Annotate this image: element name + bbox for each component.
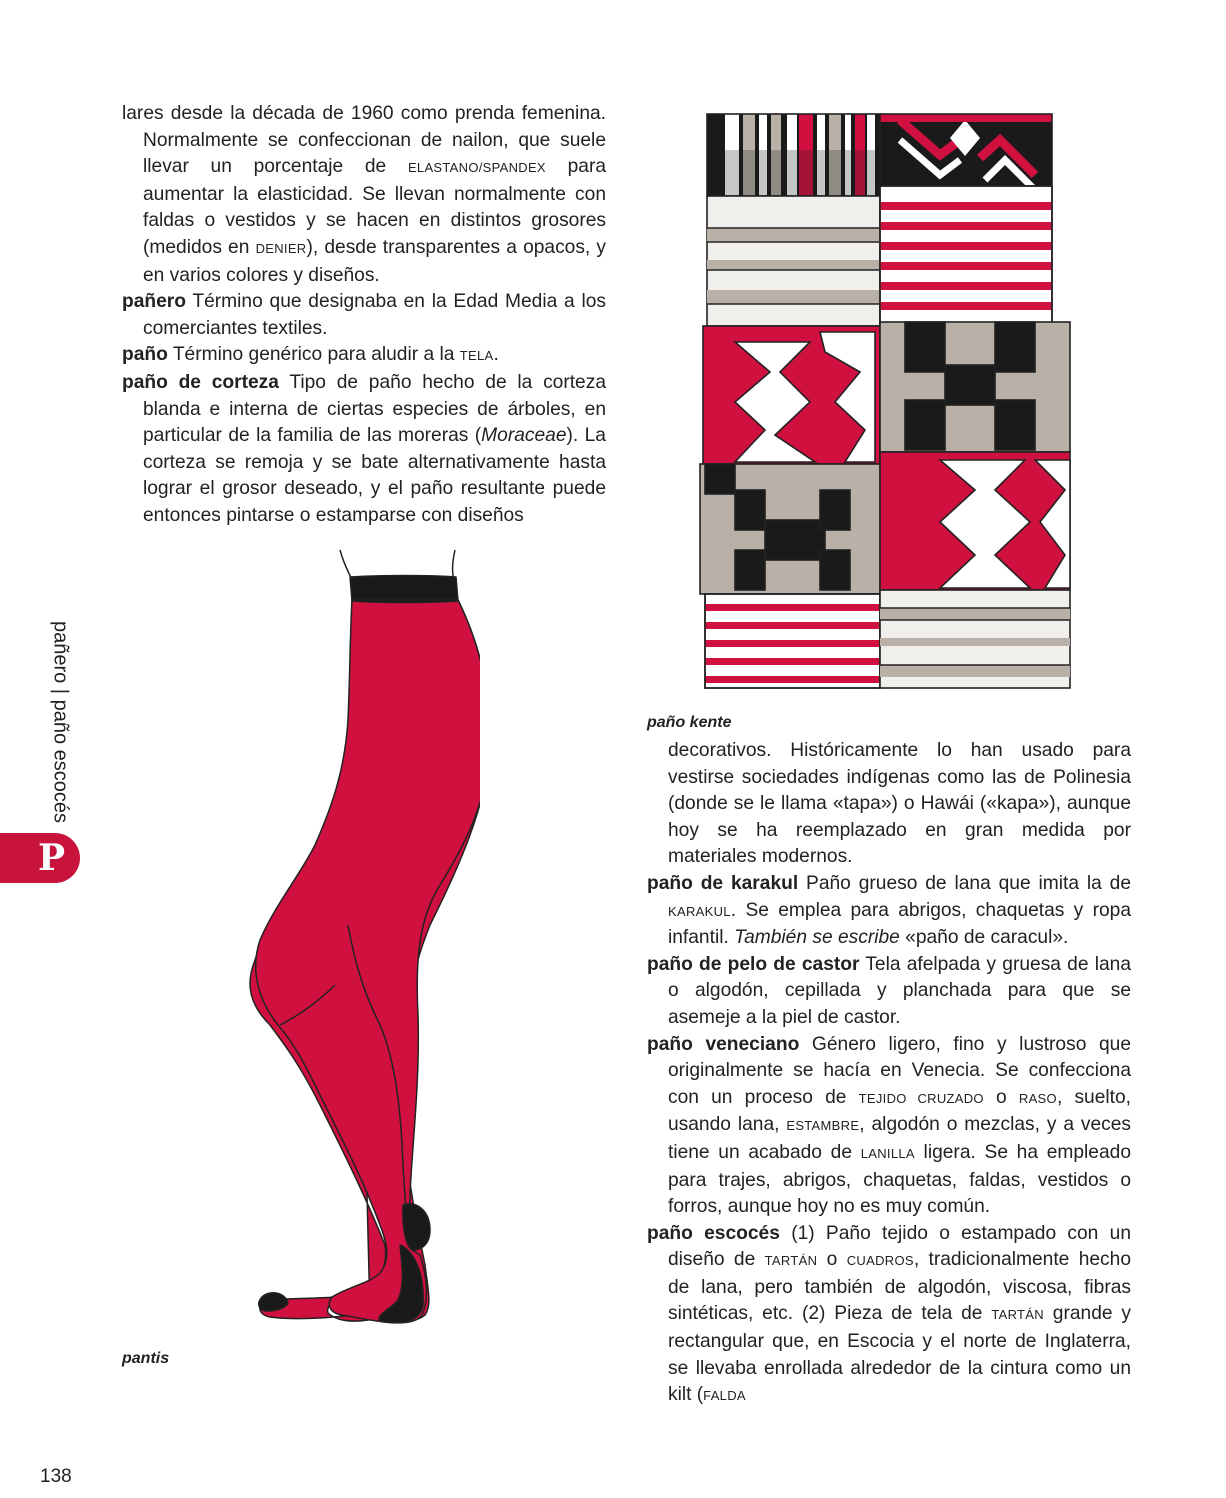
running-head: pañero | paño escocés [49, 620, 72, 824]
headword: paño veneciano [647, 1033, 800, 1055]
heel-reinforcement [403, 1204, 430, 1250]
entry-pano-de-corteza-continued: decorativos. Históricamente lo han usado para vestirse sociedades indígenas como las de Polinesia (donde se le llama «tapa») o Hawái («kapa»), aunque hoy se ha reemplazado en gran medida por materiales modernos. [668, 740, 1131, 868]
pantis-caption: pantis [122, 1350, 170, 1367]
section-letter: P [38, 837, 66, 879]
entry-pano-veneciano: paño veneciano Género ligero, fino y lustroso que originalmente se hacía en Venecia. Se confecciona con un proceso de TEJIDO CRUZADO o RASO, suelto, usando lana, ESTAMBRE, algodón o mezclas, y a veces tiene un acabado de LANILLA ligera. Se ha empleado para trajes, abrigos, chaquetas, faldas, vestidos o forros, aunque hoy no es muy común. [647, 1033, 1132, 1218]
kente-chevron-block [880, 114, 1052, 190]
page-number: 138 [40, 1466, 72, 1487]
kente-red-stripes-block-2 [705, 594, 880, 688]
entry-pano-de-corteza: paño de corteza Tipo de paño hecho de la corteza blanda e interna de ciertas especies de árboles, en particular de la familia de las moreras (Moraceae). La corteza se remoja y se bate alternativamente hasta lograr el grosor deseado, y el paño resultante puede entonces pintarse o estamparse con diseños [122, 371, 606, 526]
kente-red-stripes-block [880, 186, 1052, 326]
entry-pantis-continued: lares desde la década de 1960 como prenda femenina. Normalmente se confeccionan de nailon, que suele llevar un porcentaje de ELASTANO/SPANDEX para aumentar la elasticidad. Se llevan normalmente con faldas o vestidos y se hacen en distintos grosores (medidos en DENIER), desde transparentes a opacos, y en varios colores y diseños. [122, 103, 607, 286]
headword: paño de pelo de castor [647, 953, 860, 975]
kente-stripes-block [707, 114, 880, 196]
headword: paño de karakul [647, 872, 799, 894]
entry-pano-de-karakul: paño de karakul Paño grueso de lana que imita la de KARAKUL. Se emplea para abrigos, chaquetas y ropa infantil. También se escribe «paño de caracul». [647, 872, 1132, 949]
headword: paño escocés [647, 1222, 780, 1244]
kente-horizontal-bands-block-2 [880, 590, 1070, 688]
entry-pano: paño Término genérico para aludir a la TELA. [122, 344, 499, 366]
headword: paño [122, 344, 168, 366]
entry-pano-de-pelo-de-castor: paño de pelo de castor Tela afelpada y gruesa de lana o algodón, cepillada y planchada para que se asemeje a la piel de castor. [647, 953, 1131, 1028]
right-text-column [647, 738, 1131, 1410]
headword: pañero [122, 291, 186, 313]
kente-zigzag-block [703, 326, 880, 464]
headword: paño de corteza [122, 371, 279, 393]
pantis-illustration [240, 545, 480, 1335]
kente-caption: paño kente [647, 714, 732, 731]
kente-cloth-illustration [695, 110, 1080, 692]
left-text-column [122, 101, 606, 530]
entry-panero: pañero Término que designaba en la Edad Media a los comerciantes textiles. [122, 291, 606, 339]
entry-pano-escoces: paño escocés (1) Paño tejido o estampado con un diseño de TARTÁN o CUADROS, tradicionalmente hecho de lana, pero también de algodón, viscosa, fibras sintéticas, etc. (2) Pieza de tela de TARTÁN grande y rectangular que, en Escocia y el norte de Inglaterra, se llevaba enrollada alrededor de la cintura como un kilt (FALDA [647, 1222, 1131, 1406]
kente-horizontal-bands-block [707, 196, 880, 326]
kente-cross-block-2 [700, 464, 880, 594]
kente-zigzag-block-2 [880, 452, 1070, 590]
section-tab [0, 833, 80, 883]
kente-cross-block-1 [880, 322, 1070, 452]
